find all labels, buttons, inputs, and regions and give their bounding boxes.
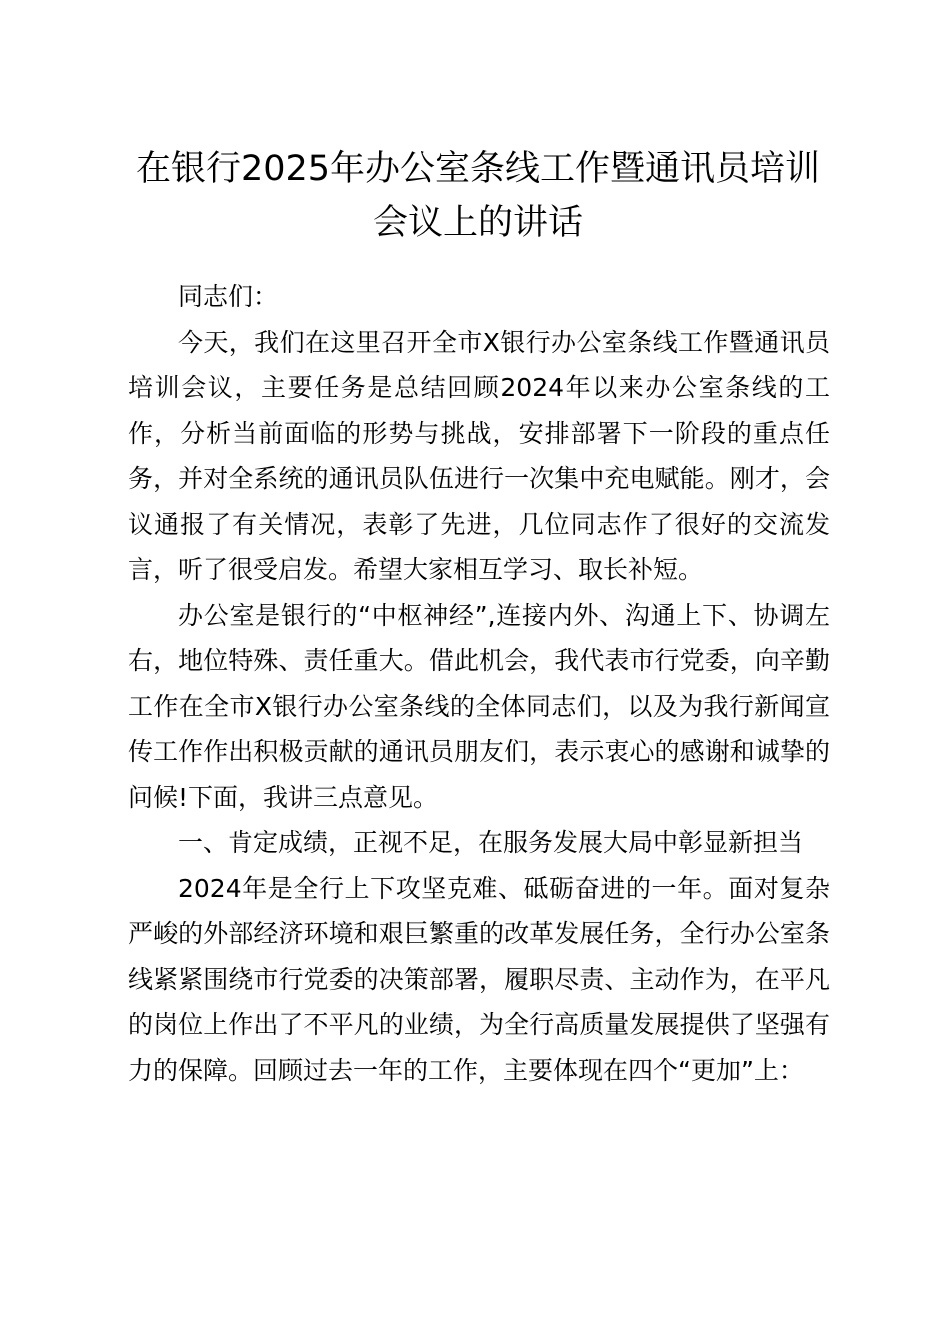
paragraph-office-role: 办公室是银行的“中枢神经”,连接内外、沟通上下、协调左右，地位特殊、责任重大。借此机会，我代表市行党委，向辛勤工作在全市X银行办公室条线的全体同志们，以及为我行新闻宣传工作作出积极贡献的通讯员朋友们，表示衷心的感谢和诚挚的问候!下面，我讲三点意见。 <box>128 600 830 812</box>
document-body <box>128 274 830 1093</box>
salutation: 同志们： <box>178 282 279 311</box>
title-line-2: 会议上的讲话 <box>372 203 583 243</box>
paragraph-2024-review: 2024年是全行上下攻坚克难、砥砺奋进的一年。面对复杂严峻的外部经济环境和艰巨繁重的改革发展任务，全行办公室条线紧紧围绕市行党委的决策部署，履职尽责、主动作为，在平凡的岗位上作出了不平凡的业绩，为全行高质量发展提供了坚强有力的保障。回顾过去一年的工作，主要体现在四个“更加”上： <box>128 873 830 1085</box>
section-heading-1: 一、肯定成绩，正视不足，在服务发展大局中彰显新担当 <box>178 828 804 857</box>
paragraph-opening: 今天，我们在这里召开全市X银行办公室条线工作暨通讯员培训会议，主要任务是总结回顾2024年以来办公室条线的工作，分析当前面临的形势与挑战，安排部署下一阶段的重点任务，并对全系统的通讯员队伍进行一次集中充电赋能。刚才，会议通报了有关情况，表彰了先进，几位同志作了很好的交流发言，听了很受启发。希望大家相互学习、取长补短。 <box>128 327 830 584</box>
title-line-1: 在银行2025年办公室条线工作暨通讯员培训 <box>135 149 821 189</box>
document-title <box>128 142 828 250</box>
